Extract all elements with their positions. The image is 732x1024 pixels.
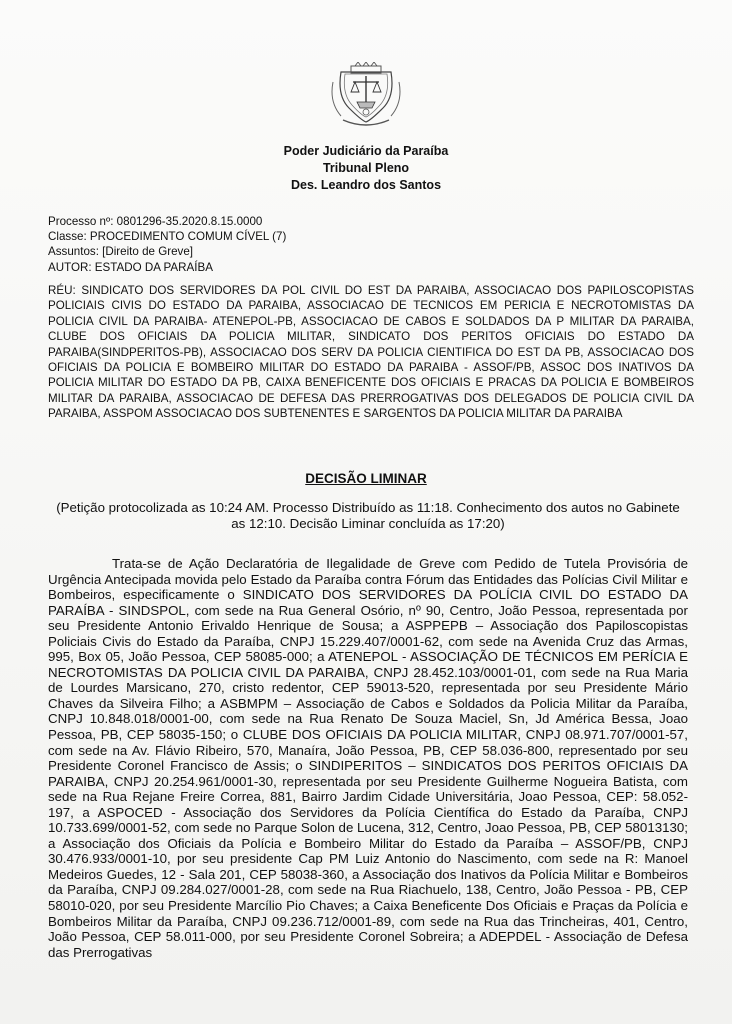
court-name: Poder Judiciário da Paraíba [283,144,449,158]
paraiba-court-crest-icon [331,62,401,128]
decision-paragraph: Trata-se de Ação Declaratória de Ilegalidade de Greve com Pedido de Tutela Provisória de Urgência Antecipada movida pelo Estado da Paraíba contra Fórum das Entidades das Polícias Civil Militar e Bombeiros, especificamente o SINDICATO DOS SERVIDORES DA POLÍCIA CIVIL DO ESTADO DA PARAÍBA - SINDSPOL, com sede na Rua General Osório, nº 90, Centro, João Pessoa, representada por seu Presidente Antonio Erivaldo Henrique de Sousa; a ASPPEPB – Associação dos Papiloscopistas Policiais Civis do Estado da Paraíba, CNPJ 15.229.407/0001-62, com sede na Avenida Cruz das Armas, 995, Box 05, João Pessoa, CEP 58085-000; a ATENEPOL - ASSOCIAÇÃO DE TÉCNICOS EM PERÍCIA E NECROTOMISTAS DA POLICIA CIVIL DA PARAIBA, CNPJ 28.452.103/0001-01, com sede na Rua Maria de Lourdes Marsicano, 270, cristo redentor, CEP 59013-520, representada por seu Presidente Mário Chaves da Silveira Filho; a ASBMPM – Associação de Cabos e Soldados da Policia Militar da Paraíba, CNPJ 10.848.018/0001-00, com sede na Rua Renato De Souza Maciel, Sn, Jd América Bessa, Joao Pessoa, PB, CEP 58035-150; o CLUBE DOS OFICIAIS DA POLICIA MILITAR, CNPJ 08.971.707/0001-57, com sede na Av. Flávio Ribeiro, 570, Manaíra, João Pessoa, PB, CEP 58.036-800, representado por seu Presidente Coronel Francisco de Assis; o SINDIPERITOS – SINDICATOS DOS PERITOS OFICIAIS DA PARAIBA, CNPJ 20.254.961/0001-30, representada por seu Presidente Guilherme Nogueira Batista, com sede na Rua Rejane Freire Correa, 881, Bairro Jardim Cidade Universitária, Joao Pessoa, CEP: 58.052-197, a ASPOCED - Associação dos Servidores da Polícia Científica do Estado da Paraíba, CNPJ 10.733.699/0001-52, com sede no Parque Solon de Lucena, 312, Centro, Joao Pessoa, PB, CEP 58013130; a Associação dos Oficiais da Polícia e Bombeiro Militar do Estado da Paraíba – ASSOF/PB, CNPJ 30.476.933/0001-10, por seu presidente Cap PM Luiz Antonio do Nascimento, com sede na R: Manoel Medeiros Guedes, 12 - Sala 201, CEP 58038-360, a Associação dos Inativos da Polícia Militar e Bombeiros da Paraíba, CNPJ 09.284.027/0001-28, com sede na Rua Riachuelo, 138, Centro, João Pessoa - PB, CEP 58010-020, por seu Presidente Marcílio Pio Chaves; a Caixa Beneficente Dos Oficiais e Praças da Polícia e Bombeiros Militar da Paraíba, CNPJ 09.236.712/0001-89, com sede na Rua das Trincheiras, 401, Centro, João Pessoa, CEP 58.011-000, por seu Presidente Coronel Sobreira; a ADEPDEL - Associação de Defesa das Prerrogativas [48,556,688,960]
case-class: Classe: PROCEDIMENTO COMUM CÍVEL (7) [48,230,287,244]
court-body: Tribunal Pleno [322,161,410,175]
case-metadata [48,214,688,275]
case-plaintiff: AUTOR: ESTADO DA PARAÍBA [48,260,213,274]
case-subject: Assuntos: [Direito de Greve] [48,245,193,259]
decision-body [48,556,688,960]
petition-note: (Petição protocolizada as 10:24 AM. Processo Distribuído as 11:18. Conhecimento dos autos no Gabinete as 12:10. Decisão Liminar concluída as 17:20) [56,500,680,531]
judge-name: Des. Leandro dos Santos [290,178,442,192]
decision-title: DECISÃO LIMINAR [305,471,427,486]
case-defendants: RÉU: SINDICATO DOS SERVIDORES DA POL CIVIL DO EST DA PARAIBA, ASSOCIACAO DOS PAPILOSCOPISTAS POLICIAIS CIVIS DO ESTADO DA PARAIBA, ASSOCIACAO DE TECNICOS EM PERICIA E NECROTOMISTAS DA POLICIA CIVIL DA PARAIBA- ATENEPOL-PB, ASSOCIACAO DE CABOS E SOLDADOS DA P MILITAR DA PARAIBA, CLUBE DOS OFICIAIS DA POLICIA MILITAR, SINDICATO DOS PERITOS OFICIAIS DO ESTADO DA PARAIBA(SINDPERITOS-PB), ASSOCIACAO DOS SERV DA POLICIA CIENTIFICA DO EST DA PB, ASSOCIACAO DOS OFICIAIS DA POLICIA E BOMBEIRO MILITAR DO ESTADO DA PARAIBA - ASSOF/PB, ASSOC DOS INATIVOS DA POLICIA MILITAR DO ESTADO DA PB, CAIXA BENEFICENTE DOS OFICIAIS E PRACAS DA POLICIA E BOMBEIROS MILITAR DA PARAIBA, ASSOCIACAO DE DEFESA DAS PRERROGATIVAS DOS DELEGADOS DE POLICIA CIVIL DA PARAIBA, ASSPOM ASSOCIACAO DOS SUBTENENTES E SARGENTOS DA POLICIA MILITAR DA PARAIBA [48,284,694,421]
process-number: Processo nº: 0801296-35.2020.8.15.0000 [48,215,263,228]
